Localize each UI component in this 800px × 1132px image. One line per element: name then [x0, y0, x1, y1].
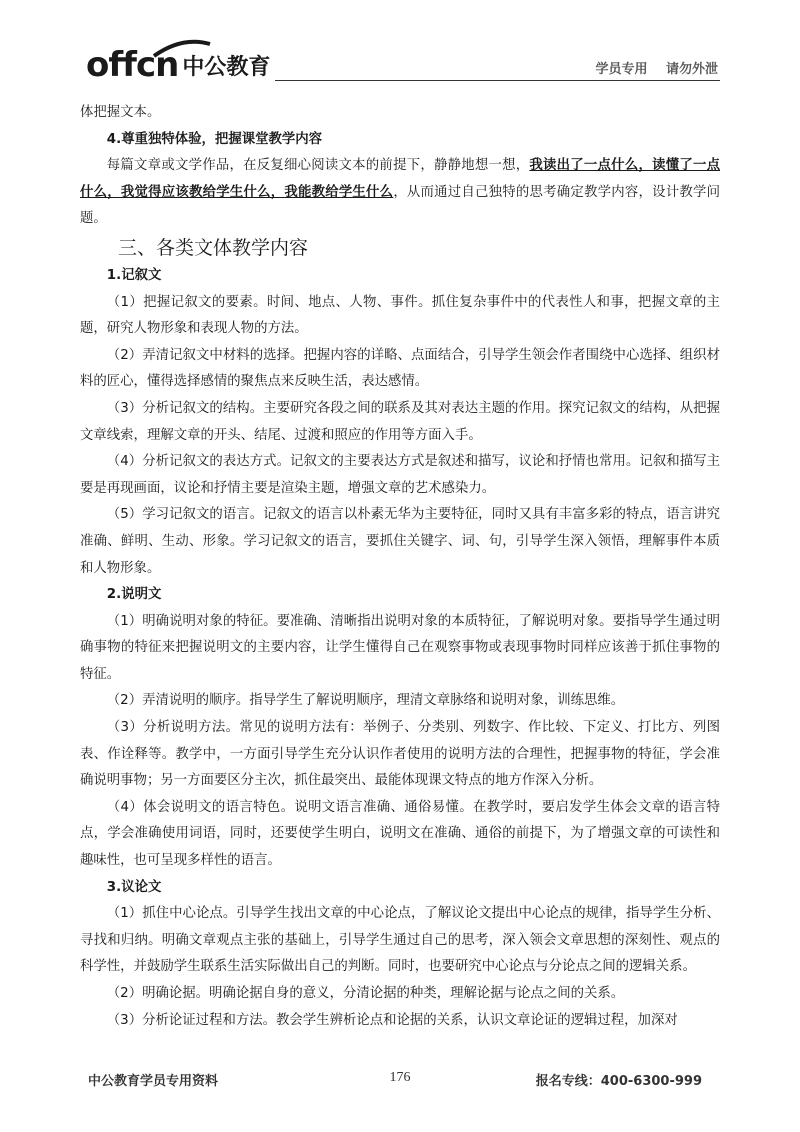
- paragraph: （2）弄清说明的顺序。指导学生了解说明顺序，理清文章脉络和说明对象，训练思维。: [106, 693, 625, 709]
- paragraph: 体把握文本。: [80, 105, 161, 120]
- paragraph: （1）明确说明对象的特征。要准确、清晰指出说明对象的本质特征，了解说明对象。要指导学生通过明确事物的特征来把握说明文的主要内容，让学生懂得自己在观察事物或表现事物时同样应该善于抓住事物的特征。: [80, 613, 720, 682]
- page-header: [80, 36, 720, 84]
- page-footer: [80, 1070, 720, 1090]
- header-rule: [275, 80, 720, 81]
- paragraph: （2）弄清记叙文中材料的选择。把握内容的详略、点面结合，引导学生领会作者围绕中心选择、组织材料的匠心，懂得选择感情的聚焦点来反映生活，表达感情。: [80, 347, 720, 390]
- subheading-4: 4.尊重独特体验，把握课堂教学内容: [106, 131, 323, 147]
- paragraph: （4）分析记叙文的表达方式。记叙文的主要表达方式是叙述和描写，议论和抒情也常用。记叙和描写主要是再现画面，议论和抒情主要是渲染主题，增强文章的艺术感染力。: [80, 454, 720, 496]
- footer-left: 中公教育学员专用资料: [88, 1074, 219, 1089]
- tag-no-leak: 请勿外泄: [665, 62, 718, 77]
- footer-hotline: 报名专线：400-6300-999: [535, 1074, 702, 1089]
- text: ，从而通过自己独特的思考确定教学内容，设计教学问题。: [80, 184, 721, 227]
- paragraph: （1）抓住中心论点。引导学生找出文章的中心论点，了解议论文提出中心论点的规律，指导学生分析、寻找和归纳。明确文章观点主张的基础上，引导学生通过自己的思考，深入领会文章思想的深刻性、观点的科学性，并鼓励学生联系生活实际做出自己的判断。同时，也要研究中心论点与分论点之间的逻辑关系。: [80, 906, 720, 975]
- paragraph: （4）体会说明文的语言特色。说明文语言准确、通俗易懂。在教学时，要启发学生体会文章的语言特点，学会准确使用词语，同时，还要使学生明白，说明文在准确、通俗的前提下，为了增强文章的可读性和趣味性，也可呈现多样性的语言。: [80, 799, 720, 869]
- paragraph: （2）明确论据。明确论据自身的意义，分清论据的种类，理解论据与论点之间的关系。: [106, 986, 625, 1001]
- paragraph: （3）分析论证过程和方法。教会学生辨析论点和论据的关系，认识文章论证的逻辑过程，加深对: [106, 1012, 678, 1028]
- tag-students-only: 学员专用: [595, 62, 648, 77]
- paragraph-4: [80, 153, 720, 233]
- subheading-expository: 2.说明文: [106, 587, 162, 603]
- offcn-logo: [86, 38, 271, 85]
- paragraph: （5）学习记叙文的语言。记叙文的语言以朴素无华为主要特征，同时又具有丰富多彩的特点，语言讲究准确、鲜明、生动、形象。学习记叙文的语言，要抓住关键字、词、句，引导学生深入领悟，理解事件本质和人物形象。: [80, 507, 720, 576]
- logo-arc-icon: [152, 36, 212, 60]
- page-number: 176: [389, 1070, 411, 1085]
- text: 每篇文章或文学作品，在反复细心阅读文本的前提下，静静地想一想，: [106, 158, 530, 174]
- section-heading: 三、各类文体教学内容: [118, 236, 309, 259]
- subheading-narrative: 1.记叙文: [106, 267, 162, 283]
- logo-wordmark: offcn: [86, 45, 179, 85]
- subheading-argumentative: 3.议论文: [106, 879, 162, 895]
- paragraph: （3）分析说明方法。常见的说明方法有：举例子、分类别、列数字、作比较、下定义、打比方、列图表、作诠释等。教学中，一方面引导学生充分认识作者使用的说明方法的合理性，把握事物的特征，学会准确说明事物；另一方面要区分主次，抓住最突出、最能体现课文特点的地方作深入分析。: [80, 720, 720, 789]
- emphasized-text: 我读出了一点什么，读懂了一点什么，我觉得应该教给学生什么，我能教给学生什么: [80, 158, 720, 200]
- paragraph: （1）把握记叙文的要素。时间、地点、人物、事件。抓住复杂事件中的代表性人和事，把握文章的主题，研究人物形象和表现人物的方法。: [80, 294, 720, 337]
- logo-chinese: 中公教育: [182, 55, 271, 80]
- page-content: [80, 100, 720, 1034]
- header-tags: [581, 58, 718, 77]
- paragraph: （3）分析记叙文的结构。主要研究各段之间的联系及其对表达主题的作用。探究记叙文的结构，从把握文章线索，理解文章的开头、结尾、过渡和照应的作用等方面入手。: [80, 400, 720, 443]
